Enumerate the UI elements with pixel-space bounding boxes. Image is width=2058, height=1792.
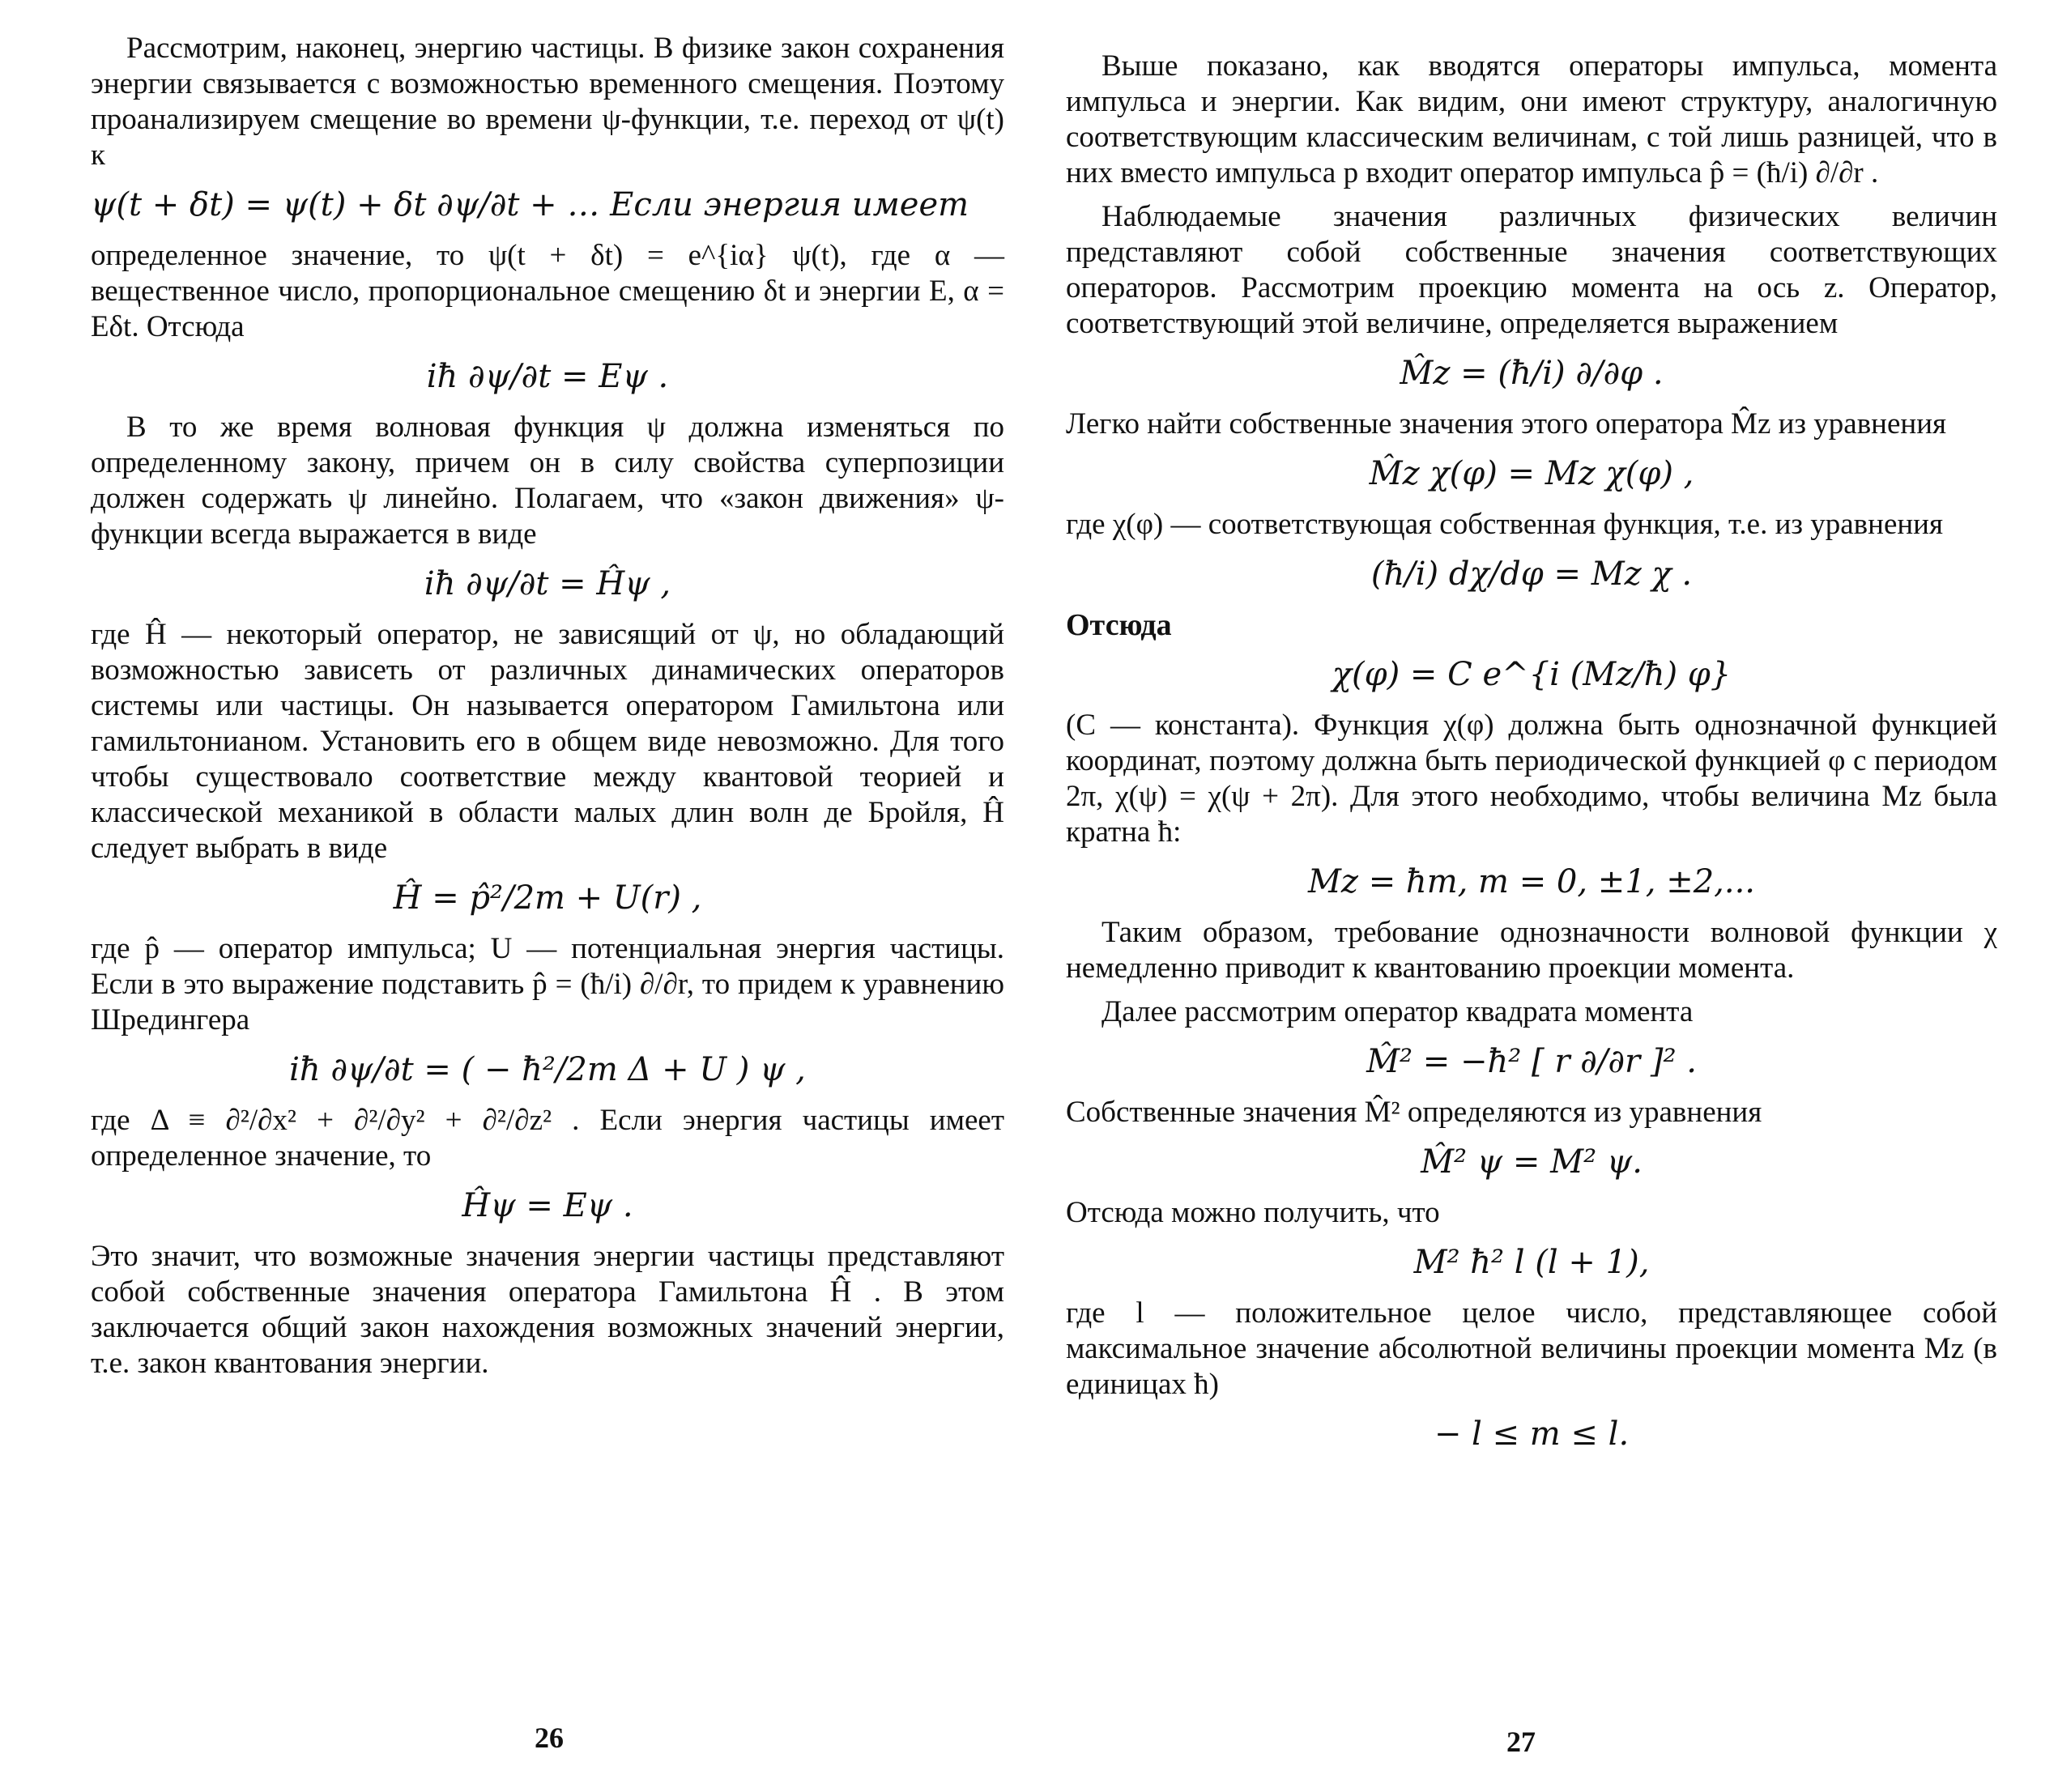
paragraph: Это значит, что возможные значения энергии частицы представляют собой собственные значения оператора Гамильтона Ĥ . В этом заключается общий закон нахождения возможных значений энергии, т.е. закон квантования энергии. — [91, 1240, 1004, 1380]
equation: (ħ/i) dχ/dφ = Mz χ . — [1370, 555, 1693, 593]
paragraph: где Δ ≡ ∂²/∂x² + ∂²/∂y² + ∂²/∂z² . Если энергия частицы имеет определенное значение, то — [91, 1104, 1004, 1173]
paragraph: где p̂ — оператор импульса; U — потенциальная энергия частицы. Если в это выражение подставить p̂ = (ħ/i) ∂/∂r, то придем к уравнению Шредингера — [91, 932, 1004, 1036]
equation: Ĥ = p̂²/2m + U(r) , — [393, 879, 702, 917]
paragraph: (C — константа). Функция χ(φ) должна быть однозначной функцией координат, поэтому должна быть периодической функцией φ с периодом 2π, χ(ψ) = χ(ψ + 2π). Для этого необходимо, чтобы величина Mz была кратна ħ: — [1066, 709, 1997, 849]
paragraph: Легко найти собственные значения этого оператора M̂z из уравнения — [1066, 407, 1947, 441]
paragraph: где l — положительное целое число, представляющее собой максимальное значение абсолютной величины проекции момента Mz (в единицах ħ) — [1066, 1296, 1997, 1401]
equation: χ(φ) = C e^{i (Mz/ħ) φ} — [1332, 656, 1732, 693]
paragraph: Отсюда — [1066, 608, 1172, 642]
equation: M² ħ² l (l + 1), — [1413, 1244, 1650, 1281]
equation: iħ ∂ψ/∂t = ( − ħ²/2m Δ + U ) ψ , — [289, 1051, 806, 1088]
paragraph: Собственные значения M̂² определяются из уравнения — [1066, 1096, 1762, 1129]
paragraph: определенное значение, то ψ(t + δt) = e^{iα} ψ(t), где α — вещественное число, пропорциональное смещению δt и энергии E, α = Eδt. Отсюда — [91, 239, 1004, 343]
equation: Mz = ħm, m = 0, ±1, ±2,... — [1307, 863, 1756, 900]
equation: M̂² = −ħ² [ r ∂/∂r ]² . — [1366, 1043, 1697, 1080]
equation: − l ≤ m ≤ l. — [1434, 1415, 1630, 1453]
right-page — [1029, 0, 2058, 1792]
paragraph: где χ(φ) — соответствующая собственная функция, т.е. из уравнения — [1066, 508, 1943, 541]
paragraph: В то же время волновая функция ψ должна изменяться по определенному закону, причем он в силу свойства суперпозиции должен содержать ψ линейно. Полагаем, что «закон движения» ψ- функции всегда выражается в виде — [91, 411, 1004, 551]
equation: M̂² ψ = M² ψ. — [1421, 1143, 1643, 1181]
left-text-column — [91, 31, 1004, 1390]
equation: M̂z χ(φ) = Mz χ(φ) , — [1369, 455, 1694, 492]
paragraph: Выше показано, как вводятся операторы импульса, момента импульса и энергии. Как видим, они имеют структуру, аналогичную соответствующим классическим величинам, с той лишь разницей, что в них вместо импульса p входит оператор импульса p̂ = (ħ/i) ∂/∂r . — [1066, 49, 1997, 189]
equation: iħ ∂ψ/∂t = Eψ . — [426, 358, 669, 395]
paragraph: Далее рассмотрим оператор квадрата момента — [1101, 995, 1694, 1028]
paragraph: Таким образом, требование однозначности волновой функции χ немедленно приводит к квантованию проекции момента. — [1066, 916, 1997, 985]
equation: Ĥψ = Eψ . — [462, 1187, 633, 1224]
equation: iħ ∂ψ/∂t = Ĥψ , — [424, 565, 671, 602]
page-number: 27 — [1506, 1726, 1536, 1758]
paragraph: где Ĥ — некоторый оператор, не зависящий от ψ, но обладающий возможностью зависеть от различных динамических операторов системы или частицы. Он называется оператором Гамильтона или гамильтонианом. Установить его в общем виде невозможно. Для того чтобы существовало соответствие между квантовой теорией и классической механикой в области малых длин волн де Бройля, Ĥ следует выбрать в виде — [91, 618, 1004, 865]
paragraph: Наблюдаемые значения различных физических величин представляют собой собственные значения соответствующих операторов. Рассмотрим проекцию момента на ось z. Оператор, соответствующий этой величине, определяется выражением — [1066, 200, 1997, 340]
equation: ψ(t + δt) = ψ(t) + δt ∂ψ/∂t + … Если энергия имеет — [91, 186, 969, 223]
right-text-column — [1066, 49, 1997, 1467]
paragraph: Рассмотрим, наконец, энергию частицы. В физике закон сохранения энергии связывается с возможностью временного смещения. Поэтому проанализируем смещение во времени ψ-функции, т.е. переход от ψ(t) к — [91, 32, 1004, 172]
paragraph: Отсюда можно получить, что — [1066, 1196, 1440, 1229]
page-number: 26 — [535, 1722, 564, 1754]
equation: M̂z = (ħ/i) ∂/∂φ . — [1400, 355, 1664, 392]
